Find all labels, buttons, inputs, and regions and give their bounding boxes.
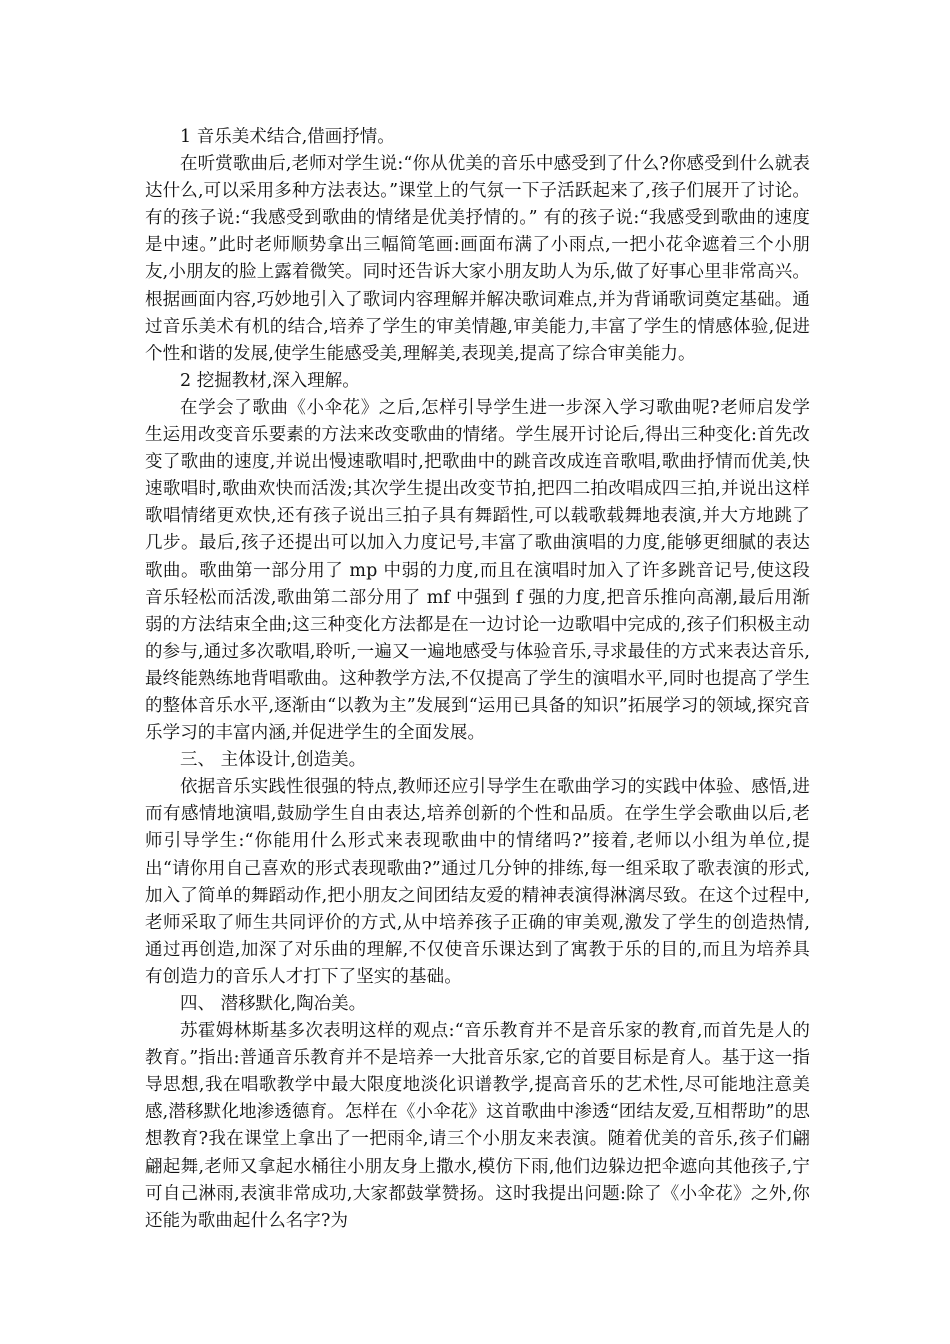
section-heading-2: 2 挖掘教材,深入理解。 [180, 370, 360, 391]
paragraph-3: 依据音乐实践性很强的特点,教师还应引导学生在歌曲学习的实践中体验、感悟,进而有感情地演唱,鼓励学生自由表达,培养创新的个性和品质。在学生学会歌曲以后,老师引导学生:“你能用什么形式来表现歌曲中的情绪吗?”接着,老师以小组为单位,提出“请你用自己喜欢的形式表现歌曲?”通过几分钟的排练,每一组采取了歌表演的形式,加入了简单的舞蹈动作,把小朋友之间团结友爱的精神表演得淋漓尽致。在这个过程中,老师采取了师生共同评价的方式,从中培养孩子正确的审美观,激发了学生的创造热情,通过再创造,加深了对乐曲的理解,不仅使音乐课达到了寓教于乐的目的,而且为培养具有创造力的音乐人才打下了坚实的基础。 [145, 777, 810, 987]
section-heading-4: 四、 潜移默化,陶冶美。 [180, 994, 367, 1014]
section-heading-3: 三、 主体设计,创造美。 [180, 750, 367, 771]
section-heading-1: 1 音乐美术结合,借画抒情。 [180, 127, 395, 147]
paragraph-2: 在学会了歌曲《小伞花》之后,怎样引导学生进一步深入学习歌曲呢?老师启发学生运用改变音乐要素的方法来改变歌曲的情绪。学生展开讨论后,得出三种变化:首先改变了歌曲的速度,并说出慢速歌唱时,把歌曲中的跳音改成连音歌唱,歌曲抒情而优美,快速歌唱时,歌曲欢快而活泼;其次学生提出改变节拍,把四二拍改唱成四三拍,并说出这样歌唱情绪更欢快,还有孩子说出三拍子具有舞蹈性,可以载歌载舞地表演,并大方地跳了几步。最后,孩子还提出可以加入力度记号,丰富了歌曲演唱的力度,能够更细腻的表达歌曲。歌曲第一部分用了 mp 中弱的力度,而且在演唱时加入了许多跳音记号,使这段音乐轻松而活泼,歌曲第二部分用了 mf 中强到 f 强的力度,把音乐推向高潮,最后用渐弱的方法结束全曲;这三种变化方法都是在一边讨论一边歌唱中完成的,孩子们积极主动的参与,通过多次歌唱,聆听,一遍又一遍地感受与体验音乐,寻求最佳的方式来表达音乐,最终能熟练地背唱歌曲。这种教学方法,不仅提高了学生的演唱水平,同时也提高了学生的整体音乐水平,逐渐由“以教为主”发展到“运用已具备的知识”拓展学习的领域,探究音乐学习的丰富内涵,并促进学生的全面发展。 [145, 397, 810, 744]
document-body [145, 124, 810, 1235]
paragraph-4: 苏霍姆林斯基多次表明这样的观点:“音乐教育并不是音乐家的教育,而首先是人的教育。”指出:普通音乐教育并不是培养一大批音乐家,它的首要目标是育人。基于这一指导思想,我在唱歌教学中最大限度地淡化识谱教学,提高音乐的艺术性,尽可能地注意美感,潜移默化地渗透德育。怎样在《小伞花》这首歌曲中渗透“团结友爱,互相帮助”的思想教育?我在课堂上拿出了一把雨伞,请三个小朋友来表演。随着优美的音乐,孩子们翩翩起舞,老师又拿起水桶往小朋友身上撒水,模仿下雨,他们边躲边把伞遮向其他孩子,宁可自己淋雨,表演非常成功,大家都鼓掌赞扬。这时我提出问题:除了《小伞花》之外,你还能为歌曲起什么名字?为 [145, 1021, 810, 1231]
paragraph-1: 在听赏歌曲后,老师对学生说:“你从优美的音乐中感受到了什么?你感受到什么就表达什么,可以采用多种方法表达。”课堂上的气氛一下子活跃起来了,孩子们展开了讨论。有的孩子说:“我感受到歌曲的情绪是优美抒情的。” 有的孩子说:“我感受到歌曲的速度是中速。”此时老师顺势拿出三幅简笔画:画面布满了小雨点,一把小花伞遮着三个小朋友,小朋友的脸上露着微笑。同时还告诉大家小朋友助人为乐,做了好事心里非常高兴。根据画面内容,巧妙地引入了歌词内容理解并解决歌词难点,并为背诵歌词奠定基础。通过音乐美术有机的结合,培养了学生的审美情趣,审美能力,丰富了学生的情感体验,促进个性和谐的发展,使学生能感受美,理解美,表现美,提高了综合审美能力。 [145, 154, 810, 364]
